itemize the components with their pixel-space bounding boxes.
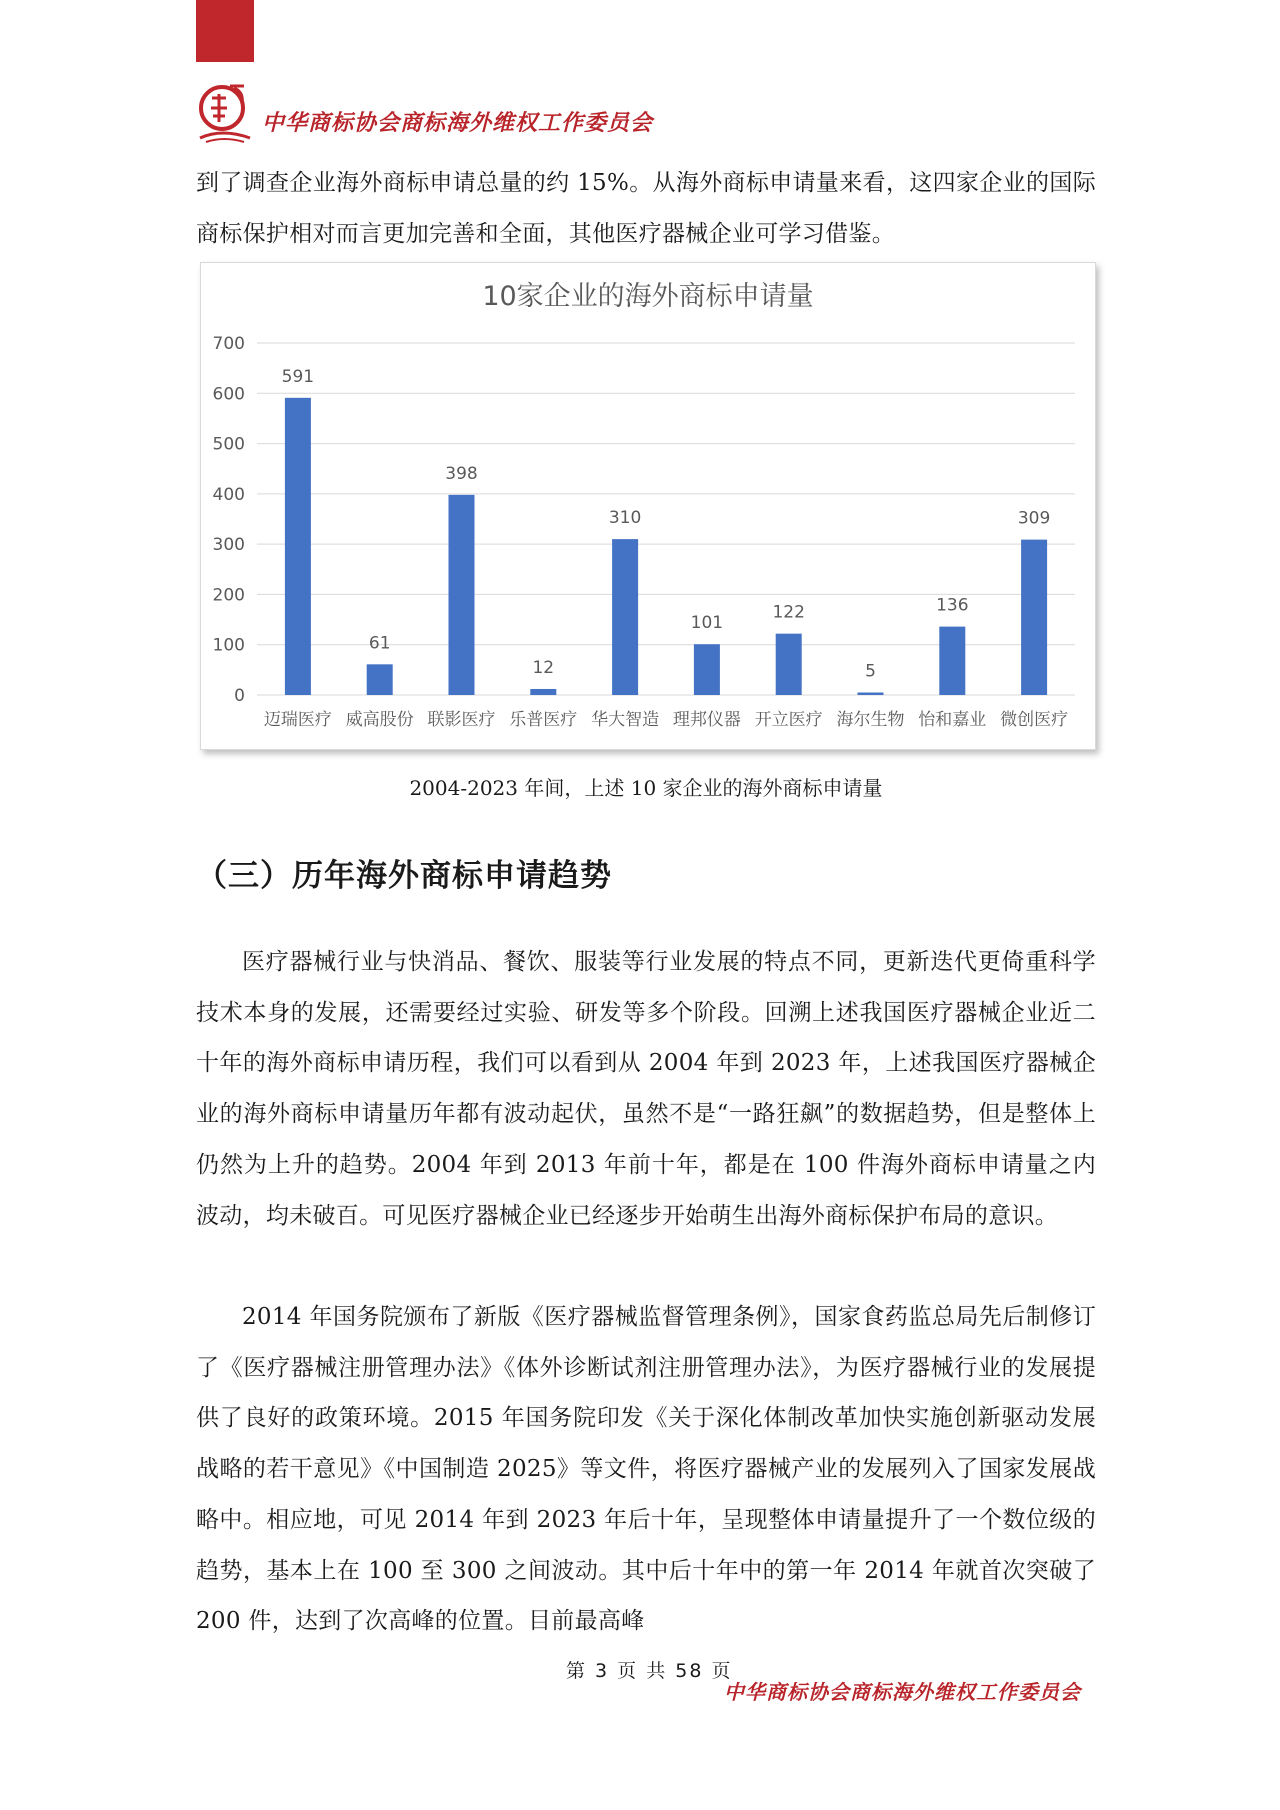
page-header xyxy=(196,80,1096,150)
y-tick-label: 400 xyxy=(212,484,245,505)
x-tick-label: 联影医疗 xyxy=(427,710,496,730)
bar xyxy=(939,627,965,695)
x-tick-label: 迈瑞医疗 xyxy=(263,710,332,730)
y-tick-label: 500 xyxy=(212,434,245,455)
data-label: 122 xyxy=(772,602,805,623)
data-label: 398 xyxy=(445,463,478,484)
paragraph-1: 医疗器械行业与快消品、餐饮、服装等行业发展的特点不同，更新迭代更倚重科学技术本身的发展，还需要经过实验、研发等多个阶段。回溯上述我国医疗器械企业近二十年的海外商标申请历程，我们可以看到从 2004 年到 2023 年，上述我国医疗器械企业的海外商标申请量历年都有波动起伏，虽然不是“一路狂飙”的数据趋势，但是整体上仍然为上升的趋势。2004 年到 2013 年前十年，都是在 100 件海外商标申请量之内波动，均未破百。可见医疗器械企业已经逐步开始萌生出海外商标保护布局的意识。 xyxy=(196,949,1096,1229)
x-tick-label: 理邦仪器 xyxy=(672,710,741,730)
data-label: 5 xyxy=(865,661,876,682)
y-tick-label: 200 xyxy=(212,585,245,606)
bar xyxy=(612,539,638,695)
data-label: 136 xyxy=(936,595,969,616)
header-red-block xyxy=(196,0,254,62)
x-tick-label: 微创医疗 xyxy=(1000,710,1069,730)
x-tick-label: 威高股份 xyxy=(345,710,414,730)
x-tick-label: 华大智造 xyxy=(591,710,660,730)
page-number: 第 3 页 共 58 页 xyxy=(566,1660,733,1682)
data-label: 61 xyxy=(368,633,391,654)
x-tick-label: 开立医疗 xyxy=(754,710,823,730)
y-tick-label: 600 xyxy=(212,384,245,405)
paragraph-2: 2014 年国务院颁布了新版《医疗器械监督管理条例》，国家食药监总局先后制修订了《医疗器械注册管理办法》《体外诊断试剂注册管理办法》，为医疗器械行业的发展提供了良好的政策环境。2015 年国务院印发《关于深化体制改革加快实施创新驱动发展战略的若干意见》《中国制造 2025》等文件，将医疗器械产业的发展列入了国家发展战略中。相应地，可见 2014 年到 2023 年后十年，呈现整体申请量提升了一个数位级的趋势，基本上在 100 至 300 之间波动。其中后十年中的第一年 2014 年就首次突破了 200 件，达到了次高峰的位置。目前最高峰 xyxy=(196,1304,1096,1635)
bar xyxy=(776,634,802,695)
bar xyxy=(285,398,311,695)
association-logo-icon xyxy=(196,80,254,146)
data-label: 309 xyxy=(1017,508,1051,529)
data-label: 310 xyxy=(608,508,642,529)
bar-chart-svg xyxy=(201,263,1095,749)
bar xyxy=(1021,540,1047,695)
data-label: 12 xyxy=(532,657,555,678)
data-label: 591 xyxy=(281,366,315,387)
x-tick-label: 怡和嘉业 xyxy=(918,710,987,730)
bar xyxy=(858,692,884,695)
y-tick-label: 700 xyxy=(212,334,245,354)
section-title: （三）历年海外商标申请趋势 xyxy=(196,858,612,894)
paragraph-continued: 到了调查企业海外商标申请总量的约 15%。从海外商标申请量来看，这四家企业的国际商标保护相对而言更加完善和全面，其他医疗器械企业可学习借鉴。 xyxy=(196,170,1096,247)
bar xyxy=(449,495,475,695)
data-label: 101 xyxy=(690,613,724,634)
y-tick-label: 0 xyxy=(234,686,245,706)
chart-title: 10家企业的海外商标申请量 xyxy=(482,281,814,312)
y-tick-label: 100 xyxy=(212,635,245,656)
bar-chart xyxy=(200,262,1096,750)
chart-caption: 2004-2023 年间，上述 10 家企业的海外商标申请量 xyxy=(409,776,883,800)
header-org-name: 中华商标协会商标海外维权工作委员会 xyxy=(262,110,654,136)
bar xyxy=(367,664,393,695)
bar xyxy=(530,689,556,695)
footer-org-name: 中华商标协会商标海外维权工作委员会 xyxy=(724,1680,1081,1704)
bar xyxy=(694,644,720,695)
x-tick-label: 海尔生物 xyxy=(836,710,905,730)
y-tick-label: 300 xyxy=(212,535,245,556)
x-tick-label: 乐普医疗 xyxy=(509,710,578,730)
